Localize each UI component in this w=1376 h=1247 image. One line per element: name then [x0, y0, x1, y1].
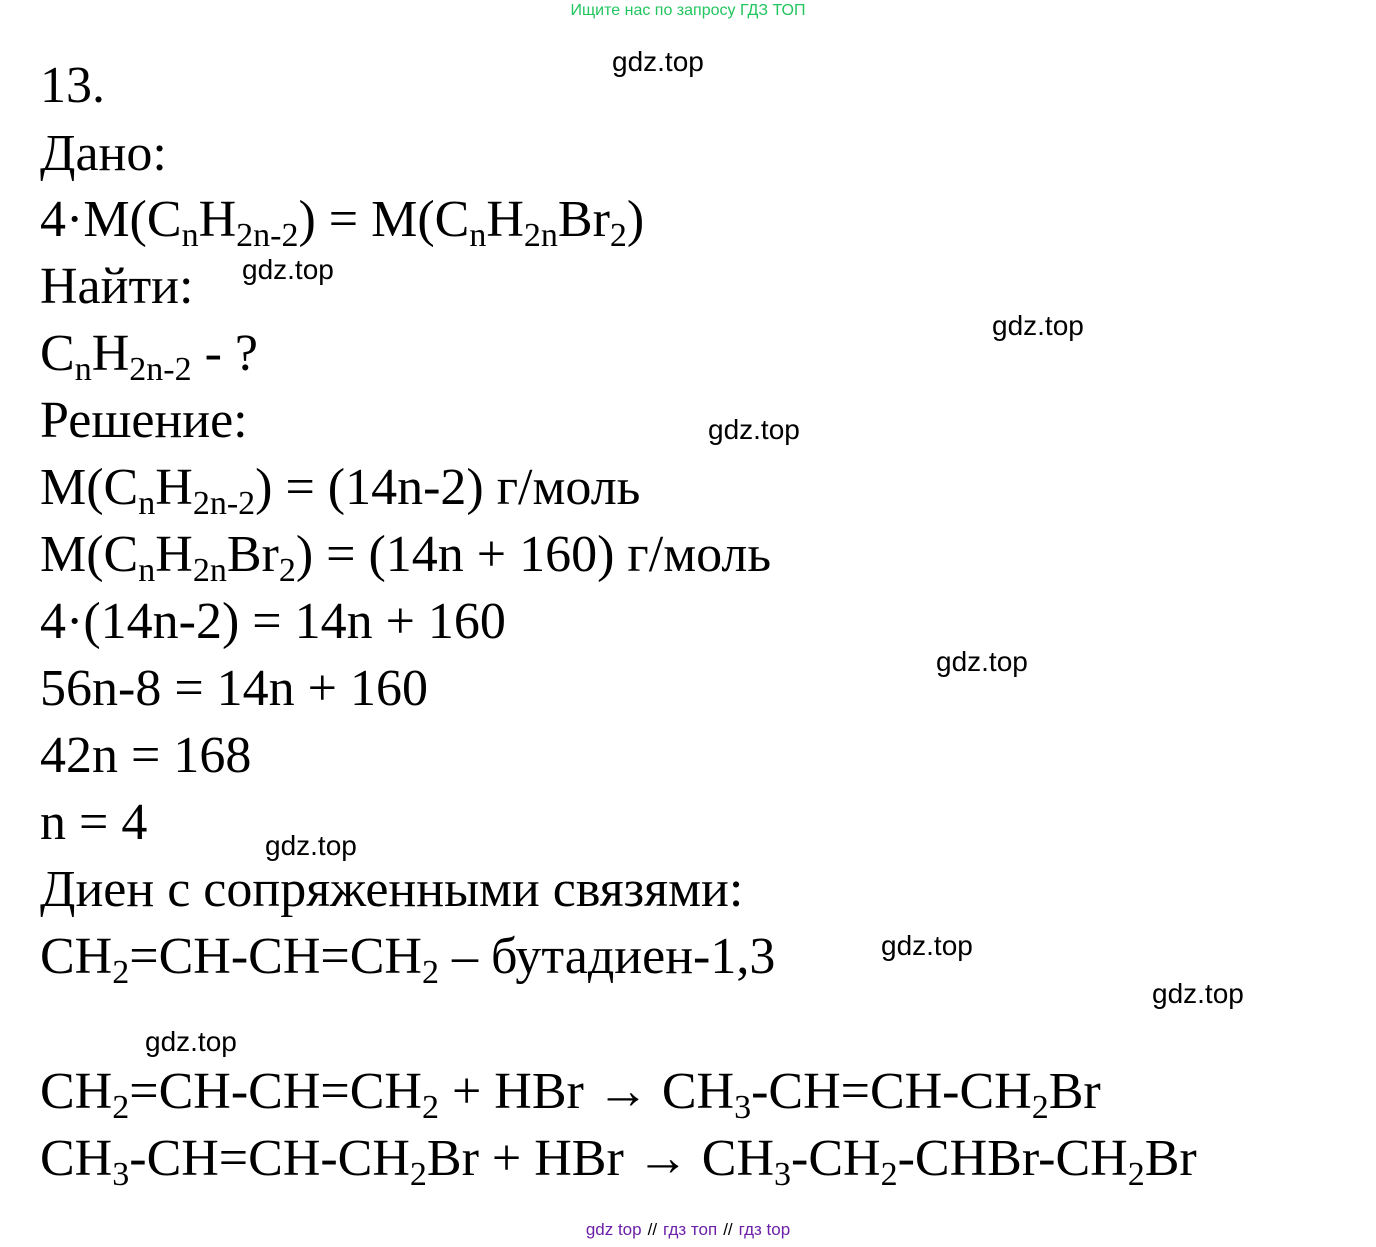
butadiene-formula — [40, 927, 776, 991]
watermark: gdz.top — [992, 310, 1084, 341]
subscript: 2 — [421, 954, 439, 991]
text-run: M(C — [40, 459, 139, 516]
text-run: 13. — [40, 57, 105, 114]
subscript: 2 — [278, 552, 296, 589]
text-run: Br — [226, 526, 279, 583]
subscript: n — [181, 217, 199, 254]
subscript: 3 — [112, 1156, 130, 1193]
equation-step-2 — [40, 659, 428, 719]
solution-heading — [40, 391, 248, 451]
text-run: H — [91, 325, 130, 382]
footer-separator: // — [723, 1220, 733, 1239]
subscript: 2 — [1031, 1089, 1049, 1126]
watermark: gdz.top — [145, 1026, 237, 1057]
text-run: CH — [40, 928, 113, 985]
subscript: 2 — [409, 1156, 427, 1193]
footer-link-gdz-top[interactable]: gdz top — [585, 1220, 642, 1239]
subscript: 2 — [1127, 1156, 1145, 1193]
text-run: Br — [1144, 1130, 1197, 1187]
reaction-1 — [40, 1062, 1101, 1126]
subscript: 3 — [774, 1156, 792, 1193]
text-run: 4·(14n-2) = 14n + 160 — [40, 593, 506, 650]
text-run: ) — [626, 191, 645, 248]
given-equation — [40, 190, 645, 254]
text-run: -CHBr-CH — [897, 1130, 1128, 1187]
text-run: Дано: — [40, 125, 167, 182]
text-run: M(C — [40, 526, 139, 583]
subscript: n — [138, 485, 156, 522]
text-run: + HBr → CH — [438, 1063, 735, 1120]
subscript: 2 — [421, 1089, 439, 1126]
subscript: 2 — [112, 1089, 130, 1126]
text-run: H — [198, 191, 237, 248]
text-run: 42n = 168 — [40, 727, 252, 784]
text-run: =CH-CH=CH — [129, 1063, 422, 1120]
text-run: 56n-8 = 14n + 160 — [40, 660, 428, 717]
watermark: gdz.top — [265, 830, 357, 861]
text-run: =CH-CH=CH — [129, 928, 422, 985]
molar-mass-dibromide — [40, 525, 772, 589]
equation-step-1 — [40, 592, 506, 652]
text-run: ) = M(C — [298, 191, 470, 248]
footer-separator: // — [647, 1220, 658, 1239]
subscript: n — [469, 217, 487, 254]
text-run: -CH=CH-CH — [129, 1130, 410, 1187]
task-number — [40, 56, 105, 116]
text-run: C — [40, 325, 75, 382]
equation-result — [40, 793, 147, 853]
equation-step-3 — [40, 726, 251, 786]
find-heading — [40, 257, 193, 317]
footer-links — [0, 1220, 1376, 1240]
watermark: gdz.top — [612, 46, 704, 77]
subscript: 2n-2 — [129, 351, 192, 388]
text-run: - ? — [191, 325, 258, 382]
footer-link-gdz-top-mixed[interactable]: гдз top — [738, 1220, 791, 1239]
text-run: -CH — [791, 1130, 881, 1187]
footer-link-gdz-top-ru[interactable]: гдз топ — [663, 1220, 718, 1239]
subscript: 2n-2 — [236, 217, 299, 254]
reaction-2 — [40, 1129, 1197, 1193]
text-run: Br — [1048, 1063, 1101, 1120]
subscript: 2 — [609, 217, 627, 254]
subscript: 2 — [112, 954, 130, 991]
text-run: H — [155, 459, 193, 516]
text-run: 4·M(C — [40, 191, 182, 248]
find-formula — [40, 324, 258, 388]
watermark: gdz.top — [936, 646, 1028, 677]
subscript: n — [138, 552, 156, 589]
watermark: gdz.top — [708, 414, 800, 445]
subscript: 2n — [192, 552, 227, 589]
watermark: gdz.top — [881, 930, 973, 961]
diene-heading — [40, 860, 743, 920]
text-run: H — [155, 526, 193, 583]
subscript: 3 — [734, 1089, 752, 1126]
subscript: 2n — [523, 217, 558, 254]
text-run: CH — [40, 1130, 113, 1187]
text-run: ) = (14n + 160) г/моль — [295, 526, 772, 583]
text-run: Решение: — [40, 392, 248, 449]
molar-mass-alkyne — [40, 458, 641, 522]
watermark: gdz.top — [242, 254, 334, 285]
text-run: H — [486, 191, 524, 248]
text-run: CH — [40, 1063, 113, 1120]
text-run: ) = (14n-2) г/моль — [255, 459, 641, 516]
watermark: gdz.top — [1152, 978, 1244, 1009]
text-run: Диен с сопряженными связями: — [40, 861, 744, 918]
text-run: -CH=CH-CH — [751, 1063, 1032, 1120]
subscript: 2n-2 — [192, 485, 256, 522]
subscript: 2 — [880, 1156, 898, 1193]
text-run: Br — [557, 191, 610, 248]
given-heading — [40, 124, 167, 184]
text-run: Br + HBr → CH — [426, 1130, 775, 1187]
subscript: n — [74, 351, 92, 388]
text-run: n = 4 — [40, 794, 148, 851]
top-banner: Ищите нас по запросу ГДЗ ТОП — [570, 2, 806, 19]
text-run: Найти: — [40, 258, 194, 315]
text-run: – бутадиен-1,3 — [438, 928, 776, 985]
